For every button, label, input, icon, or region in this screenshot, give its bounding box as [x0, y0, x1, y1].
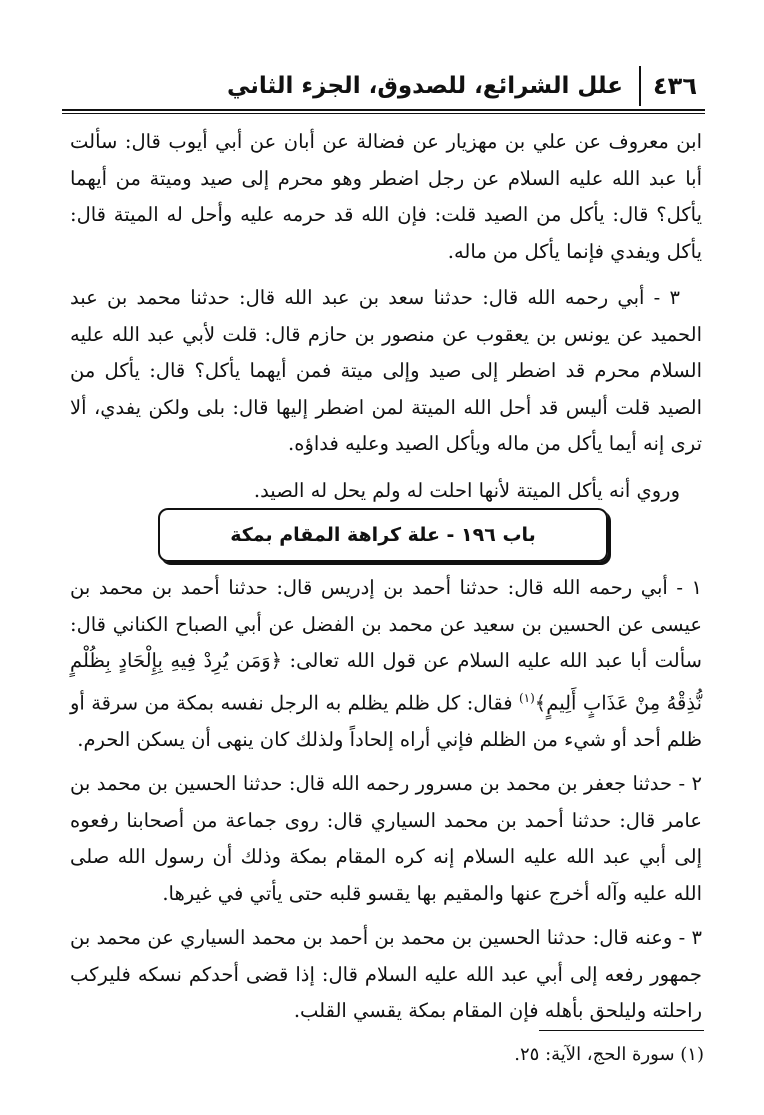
page-header: [62, 66, 705, 114]
header-divider: [639, 66, 641, 106]
paragraph: ابن معروف عن علي بن مهزيار عن فضالة عن أبان عن أبي أيوب قال: سألت أبا عبد الله عليه السلام عن رجل اضطر وهو محرم إلى صيد وميتة من أيهما يأكل؟ قال: يأكل من الصيد قلت: فإن الله قد حرمه عليه وأحل له الميتة قال: يأكل ويفدي فإنما يأكل من ماله.: [70, 130, 702, 263]
paragraph-text: ١ - أبي رحمه الله قال: حدثنا أحمد بن إدريس قال: حدثنا أحمد بن محمد بن عيسى عن الحسين بن سعيد عن محمد بن الفضل عن أبي الصباح الكناني قال: سألت أبا عبد الله عليه السلام عن قول الله تعالى: ﴿وَمَن يُرِدْ فِيهِ بِإِلْحَادٍ بِظُلْمٍ نُّذِقْهُ مِنْ عَذَابٍ أَلِيمٍ﴾: [70, 576, 703, 714]
footnote-ref: (١): [518, 690, 535, 705]
paragraph: [70, 570, 702, 758]
paragraph: ٣ - أبي رحمه الله قال: حدثنا سعد بن عبد الله قال: حدثنا محمد بن عبد الحميد عن يونس بن يعقوب عن منصور بن حازم قال: قلت لأبي عبد الله عليه السلام محرم قد اضطر إلى صيد وإلى ميتة فمن أيهما يأكل؟ قال: يأكل من الصيد قلت أليس قد أحل الله الميتة لمن اضطر إليها قال: بلى ولكن يفدي، ألا ترى إنه أيما يأكل من ماله ويأكل الصيد وعليه فداؤه.: [70, 286, 702, 455]
page-number: ٤٣٦: [653, 72, 697, 100]
footnote-rule: [539, 1030, 704, 1031]
paragraph: وروي أنه يأكل الميتة لأنها احلت له ولم يحل له الصيد.: [253, 478, 680, 502]
paragraph: ٢ - حدثنا جعفر بن محمد بن مسرور رحمه الله قال: حدثنا الحسين بن محمد بن عامر قال: حدثنا أحمد بن محمد السياري قال: روى جماعة من أصحابنا رفعوه إلى أبي عبد الله عليه السلام إنه كره المقام بمكة وذلك أن رسول الله صلى الله عليه وآله أخرج عنها والمقيم بها يقسو قلبه حتى يأتي في غيرها.: [70, 772, 702, 905]
paragraph: ٣ - وعنه قال: حدثنا الحسين بن محمد بن أحمد بن محمد السياري عن محمد بن جمهور رفعه إلى أبي عبد الله عليه السلام قال: إذا قضى أحدكم نسكه فليركب راحلته وليلحق بأهله فإن المقام بمكة يقسي القلب.: [70, 926, 702, 1022]
book-title: علل الشرائع، للصدوق، الجزء الثاني: [226, 73, 623, 99]
header-rule-thin: [62, 113, 705, 114]
paragraph-text: فقال: كل ظلم يظلم به الرجل نفسه بمكة من سرقة أو ظلم أحد أو شيء من الظلم فإني أراه إلحاداً ولذلك كان ينهى أن يسكن الحرم.: [70, 691, 702, 751]
text-block-bottom: [70, 570, 702, 1030]
header-rule: [62, 109, 705, 111]
footnote: (١) سورة الحج، الآية: ٢٥.: [514, 1044, 704, 1065]
text-block-top: [70, 124, 702, 509]
chapter-heading: باب ١٩٦ - علة كراهة المقام بمكة: [158, 508, 608, 562]
